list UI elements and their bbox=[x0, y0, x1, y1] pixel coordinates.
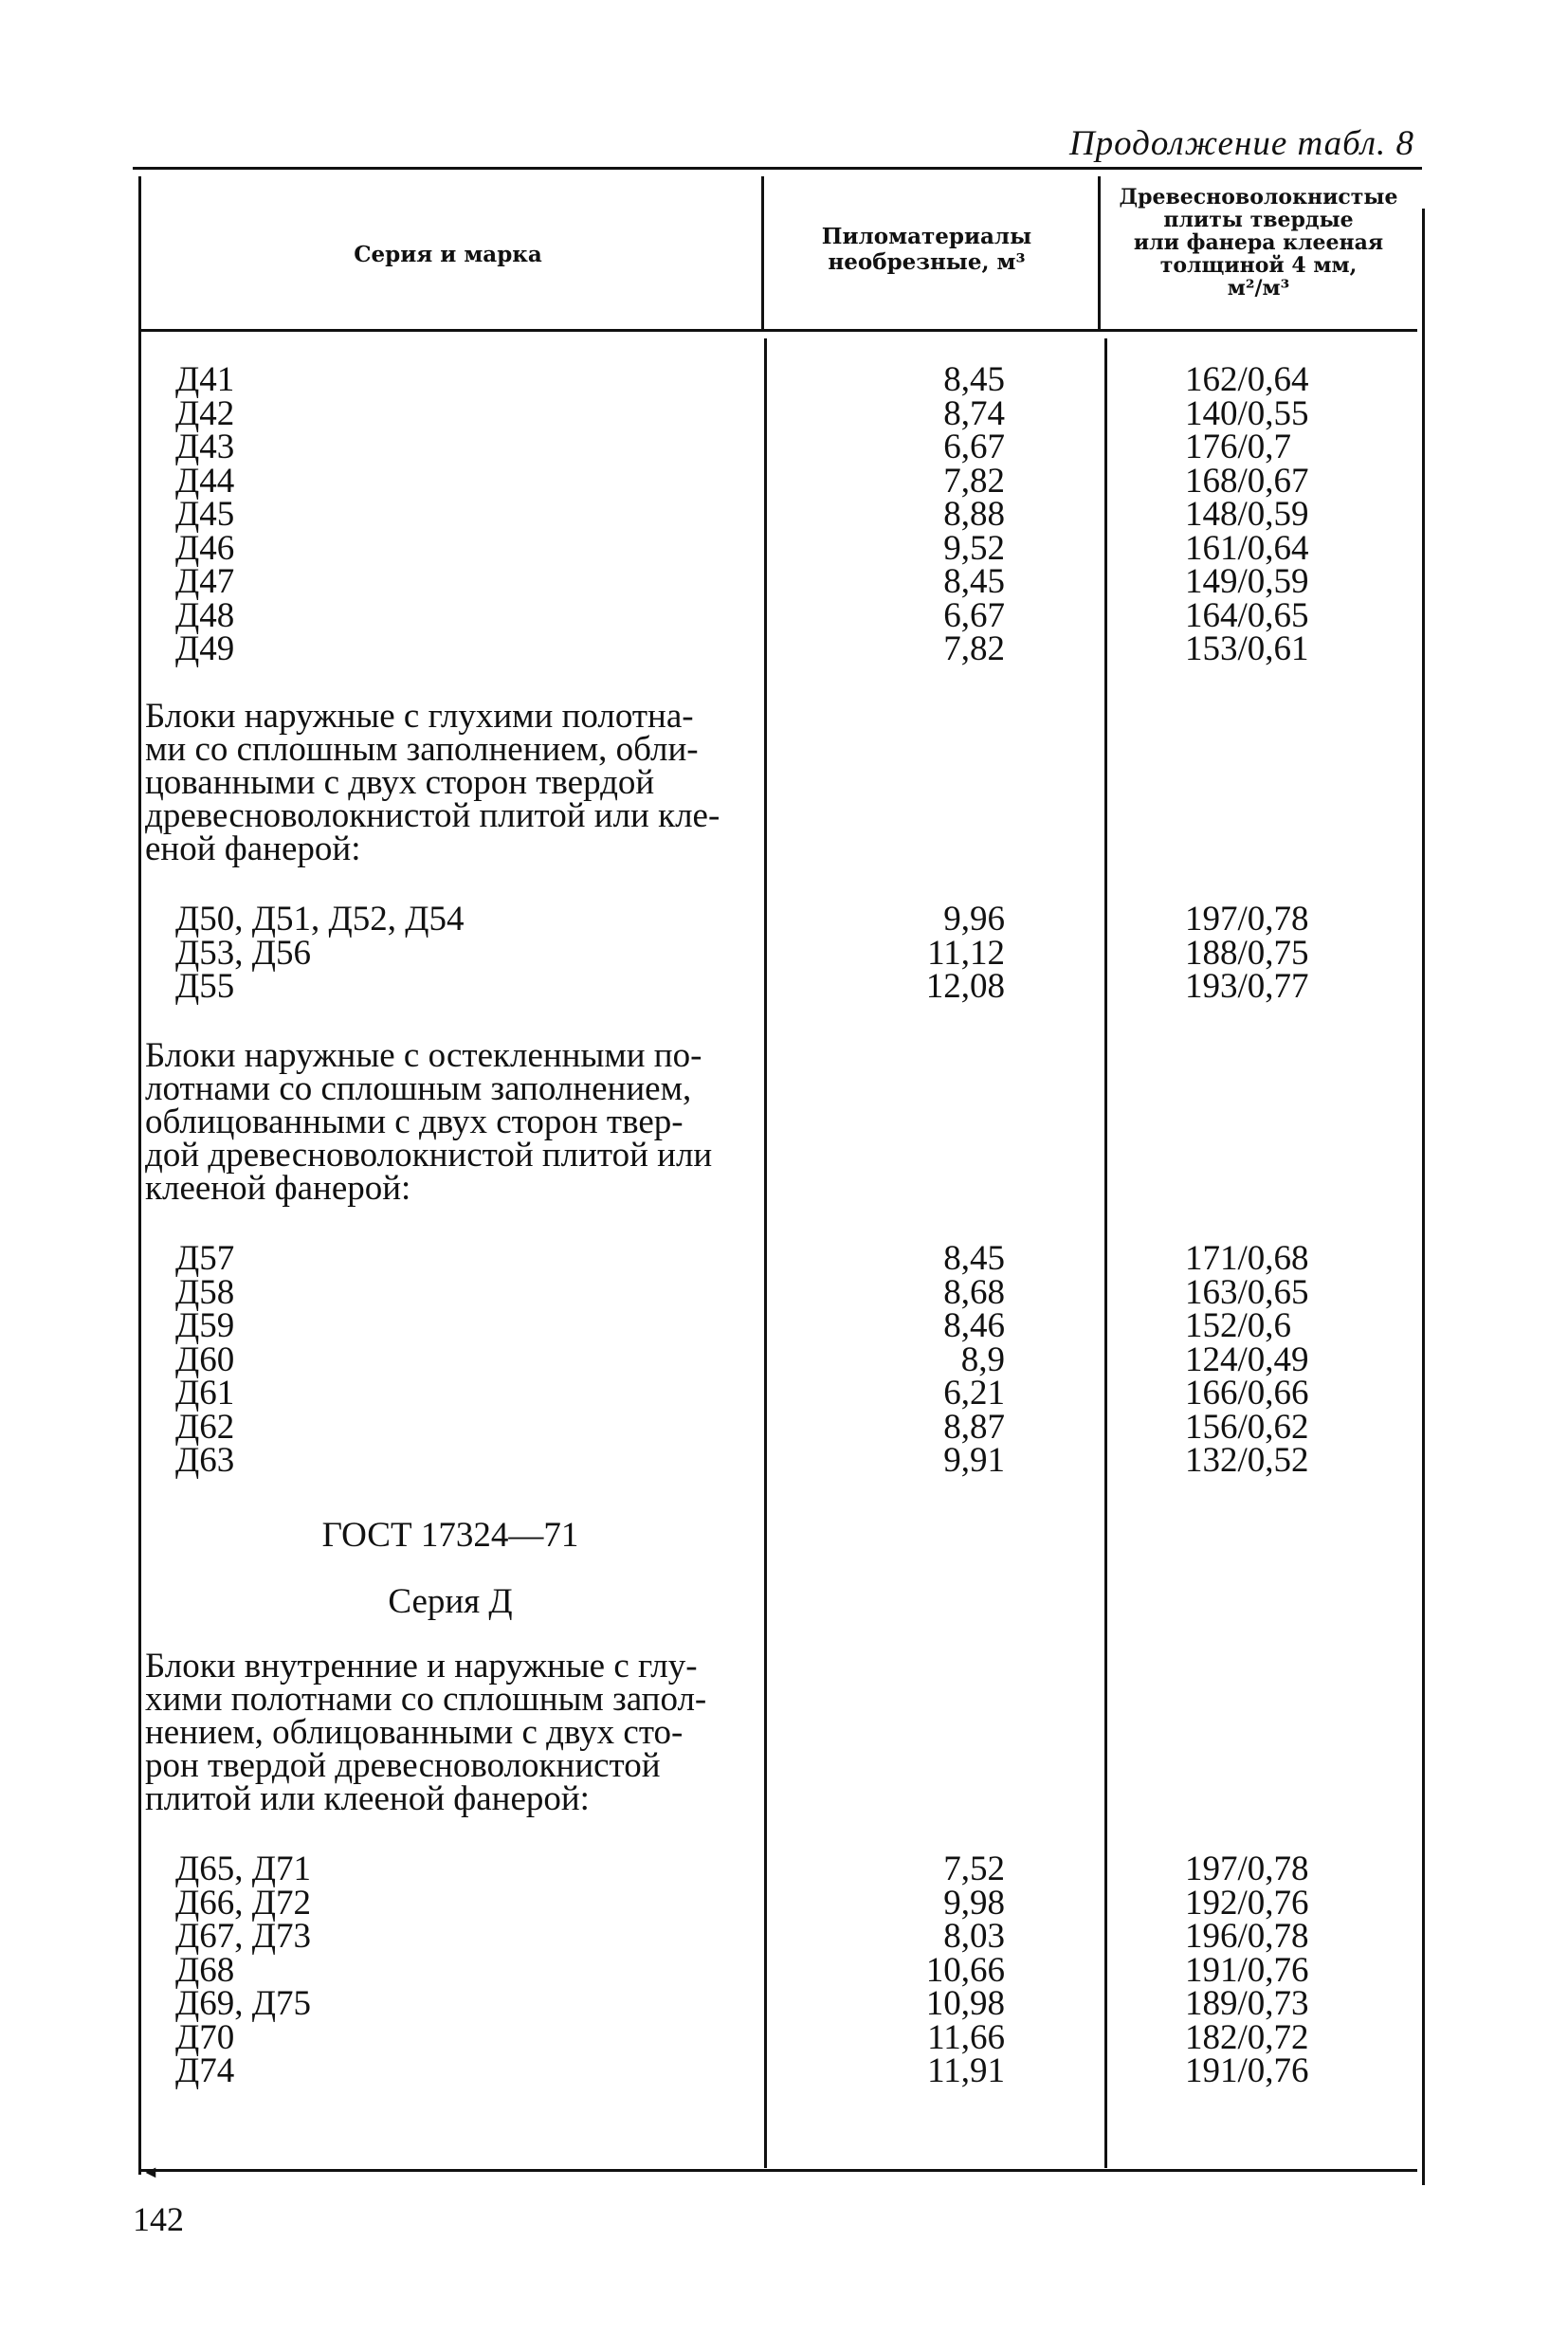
lumber-cell: 6,21 bbox=[943, 1374, 1005, 1412]
boards-cell: 162/0,64 bbox=[1185, 360, 1309, 399]
header-lumber bbox=[763, 224, 1090, 275]
table-bottom-rule bbox=[140, 2169, 1417, 2172]
boards-cell: 166/0,66 bbox=[1185, 1374, 1309, 1412]
header-lumber-line: необрезные, м³ bbox=[828, 249, 1026, 275]
group1-lumber bbox=[891, 360, 1005, 668]
description-line: Блоки наружные с глухими полотна- bbox=[145, 697, 694, 736]
header-fiberboard-line: м²/м³ bbox=[1227, 276, 1290, 301]
description-line: клееной фанерой: bbox=[145, 1169, 411, 1208]
mark-cell: Д49 bbox=[175, 629, 235, 668]
mark-cell: Д53, Д56 bbox=[175, 933, 311, 973]
lumber-cell: 9,91 bbox=[943, 1441, 1005, 1480]
boards-cell: 191/0,76 bbox=[1185, 1950, 1309, 1990]
mark-cell: Д61 bbox=[175, 1374, 235, 1412]
boards-cell: 191/0,76 bbox=[1185, 2051, 1309, 2090]
lumber-cell: 8,9 bbox=[960, 1340, 1005, 1379]
lumber-cell: 6,67 bbox=[943, 428, 1005, 466]
lumber-cell: 11,66 bbox=[927, 2017, 1005, 2057]
boards-cell: 153/0,61 bbox=[1185, 629, 1309, 668]
group1-marks bbox=[175, 360, 235, 668]
standard-title: ГОСТ 17324—71 bbox=[321, 1516, 579, 1555]
mark-cell: Д47 bbox=[175, 562, 235, 601]
boards-cell: 176/0,7 bbox=[1185, 428, 1292, 466]
column-divider-2 bbox=[1104, 338, 1107, 2168]
description-line: лотнами со сплошным заполнением, bbox=[145, 1069, 692, 1108]
group4-marks bbox=[175, 1852, 311, 2088]
lumber-cell: 7,82 bbox=[943, 629, 1005, 668]
lumber-cell: 8,45 bbox=[943, 562, 1005, 601]
boards-cell: 132/0,52 bbox=[1185, 1441, 1309, 1480]
mark-cell: Д63 bbox=[175, 1441, 235, 1480]
boards-cell: 188/0,75 bbox=[1185, 933, 1309, 973]
lumber-cell: 9,52 bbox=[943, 528, 1005, 568]
group3-boards bbox=[1185, 1239, 1309, 1480]
description-line: дой древесноволокнистой плитой или bbox=[145, 1136, 713, 1175]
header-series-and-mark: Серия и марка bbox=[354, 242, 542, 267]
boards-cell: 192/0,76 bbox=[1185, 1883, 1309, 1923]
boards-cell: 182/0,72 bbox=[1185, 2017, 1309, 2057]
series-title: Серия Д bbox=[388, 1582, 513, 1621]
lumber-cell: 7,52 bbox=[943, 1850, 1005, 1888]
mark-cell: Д68 bbox=[175, 1950, 235, 1990]
table-left-border bbox=[138, 176, 141, 2175]
lumber-cell: 8,03 bbox=[943, 1917, 1005, 1956]
lumber-cell: 11,12 bbox=[927, 933, 1005, 973]
lumber-cell: 10,66 bbox=[925, 1950, 1005, 1990]
header-lumber-line: Пиломатериалы bbox=[821, 224, 1032, 249]
lumber-cell: 6,67 bbox=[943, 595, 1005, 635]
lumber-cell: 8,45 bbox=[943, 1239, 1005, 1278]
mark-cell: Д59 bbox=[175, 1306, 235, 1345]
description-line: нением, облицованными с двух сто- bbox=[145, 1713, 684, 1752]
boards-cell: 196/0,78 bbox=[1185, 1917, 1309, 1956]
mark-cell: Д44 bbox=[175, 461, 235, 501]
header-fiberboard-line: толщиной 4 мм, bbox=[1159, 253, 1358, 278]
group2-marks bbox=[175, 902, 464, 1004]
mark-cell: Д41 bbox=[175, 360, 235, 399]
mark-cell: Д55 bbox=[175, 967, 235, 1006]
header-bottom-rule bbox=[140, 329, 1417, 332]
lumber-cell: 8,68 bbox=[943, 1272, 1005, 1312]
boards-cell: 149/0,59 bbox=[1185, 562, 1309, 601]
mark-cell: Д66, Д72 bbox=[175, 1883, 311, 1923]
mark-cell: Д42 bbox=[175, 393, 235, 433]
description-line: хими полотнами со сплошным запол- bbox=[145, 1680, 707, 1719]
boards-cell: 124/0,49 bbox=[1185, 1340, 1309, 1379]
boards-cell: 197/0,78 bbox=[1185, 900, 1309, 939]
group3-lumber bbox=[891, 1239, 1005, 1480]
lumber-cell: 8,88 bbox=[943, 495, 1005, 534]
column-divider-1 bbox=[764, 338, 767, 2168]
description-line: плитой или клееной фанерой: bbox=[145, 1779, 590, 1818]
table-top-rule bbox=[133, 167, 1422, 170]
lumber-cell: 8,45 bbox=[943, 360, 1005, 399]
mark-cell: Д50, Д51, Д52, Д54 bbox=[175, 900, 465, 939]
mark-cell: Д43 bbox=[175, 428, 235, 466]
mark-cell: Д74 bbox=[175, 2051, 235, 2090]
boards-cell: 168/0,67 bbox=[1185, 461, 1309, 501]
table-right-border bbox=[1422, 209, 1425, 2185]
description-line: облицованными с двух сторон твер- bbox=[145, 1103, 684, 1141]
lumber-cell: 8,46 bbox=[943, 1306, 1005, 1345]
group3-marks bbox=[175, 1239, 235, 1480]
table-continuation-caption: Продолжение табл. 8 bbox=[1068, 124, 1414, 163]
boards-cell: 163/0,65 bbox=[1185, 1272, 1309, 1312]
boards-cell: 152/0,6 bbox=[1185, 1306, 1292, 1345]
mark-cell: Д69, Д75 bbox=[175, 1984, 311, 2023]
mark-cell: Д46 bbox=[175, 528, 235, 568]
group1-boards bbox=[1185, 360, 1309, 668]
boards-cell: 161/0,64 bbox=[1185, 528, 1309, 568]
description-line: еной фанерой: bbox=[145, 829, 361, 868]
section-description bbox=[145, 697, 766, 868]
group2-lumber bbox=[891, 902, 1005, 1004]
description-line: рон твердой древесноволокнистой bbox=[145, 1746, 661, 1785]
boards-cell: 164/0,65 bbox=[1185, 595, 1309, 635]
group4-lumber bbox=[891, 1852, 1005, 2088]
mark-cell: Д65, Д71 bbox=[175, 1850, 311, 1888]
lumber-cell: 9,98 bbox=[943, 1883, 1005, 1923]
header-fiberboard-line: или фанера клееная bbox=[1133, 230, 1384, 255]
group4-boards bbox=[1185, 1852, 1309, 2088]
mark-cell: Д58 bbox=[175, 1272, 235, 1312]
mark-cell: Д62 bbox=[175, 1407, 235, 1447]
boards-cell: 197/0,78 bbox=[1185, 1850, 1309, 1888]
mark-cell: Д45 bbox=[175, 495, 235, 534]
description-line: ми со сплошным заполнением, обли- bbox=[145, 730, 699, 769]
description-line: Блоки наружные с остекленными по- bbox=[145, 1036, 702, 1075]
header-fiberboard-line: Древесноволокнистые bbox=[1119, 185, 1398, 210]
lumber-cell: 10,98 bbox=[925, 1984, 1005, 2023]
mark-cell: Д48 bbox=[175, 595, 235, 635]
mark-cell: Д60 bbox=[175, 1340, 235, 1379]
group2-boards bbox=[1185, 902, 1309, 1004]
mark-cell: Д70 bbox=[175, 2017, 235, 2057]
boards-cell: 171/0,68 bbox=[1185, 1239, 1309, 1278]
boards-cell: 189/0,73 bbox=[1185, 1984, 1309, 2023]
header-fiberboard bbox=[1100, 186, 1417, 300]
page-number: 142 bbox=[133, 2200, 184, 2238]
mark-cell: Д67, Д73 bbox=[175, 1917, 311, 1956]
boards-cell: 148/0,59 bbox=[1185, 495, 1309, 534]
lumber-cell: 8,74 bbox=[943, 393, 1005, 433]
header-fiberboard-line: плиты твердые bbox=[1163, 208, 1354, 232]
lumber-cell: 9,96 bbox=[943, 900, 1005, 939]
description-line: цованными с двух сторон твердой bbox=[145, 763, 655, 802]
section-description bbox=[145, 1036, 766, 1208]
boards-cell: 156/0,62 bbox=[1185, 1407, 1309, 1447]
lumber-cell: 7,82 bbox=[943, 461, 1005, 501]
boards-cell: 140/0,55 bbox=[1185, 393, 1309, 433]
lumber-cell: 11,91 bbox=[927, 2051, 1005, 2090]
section-description bbox=[145, 1647, 766, 1818]
arrow-left-icon: ◄ bbox=[142, 2162, 159, 2181]
mark-cell: Д57 bbox=[175, 1239, 235, 1278]
lumber-cell: 8,87 bbox=[943, 1407, 1005, 1447]
boards-cell: 193/0,77 bbox=[1185, 967, 1309, 1006]
description-line: древесноволокнистой плитой или кле- bbox=[145, 796, 720, 835]
lumber-cell: 12,08 bbox=[925, 967, 1005, 1006]
description-line: Блоки внутренние и наружные с глу- bbox=[145, 1647, 698, 1686]
